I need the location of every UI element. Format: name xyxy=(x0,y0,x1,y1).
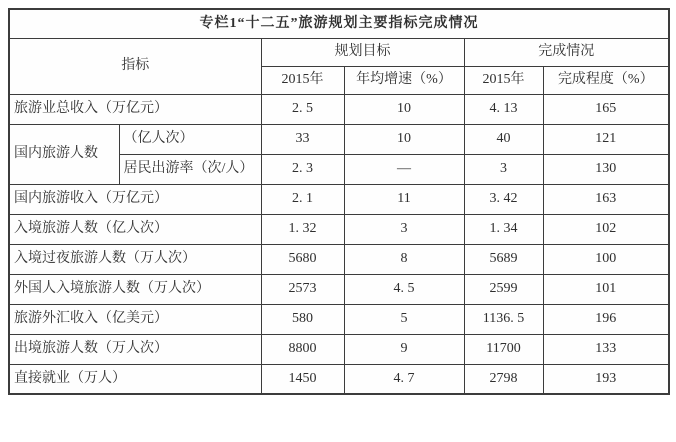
header-row-groups xyxy=(9,38,669,66)
cell-completion-year: 5689 xyxy=(464,244,543,274)
table-row xyxy=(9,124,669,154)
cell-plan-growth: 9 xyxy=(344,334,464,364)
header-indicator: 指标 xyxy=(9,38,261,94)
row-sub-label: 居民出游率（次/人） xyxy=(119,154,261,184)
cell-completion-year: 1136. 5 xyxy=(464,304,543,334)
cell-plan-year: 8800 xyxy=(261,334,344,364)
cell-completion-degree: 101 xyxy=(543,274,669,304)
header-plan-year: 2015年 xyxy=(261,66,344,94)
row-indicator: 入境旅游人数（亿人次） xyxy=(9,214,261,244)
cell-completion-degree: 193 xyxy=(543,364,669,394)
cell-plan-growth: 10 xyxy=(344,94,464,124)
cell-completion-degree: 133 xyxy=(543,334,669,364)
cell-plan-year: 5680 xyxy=(261,244,344,274)
cell-completion-year: 3. 42 xyxy=(464,184,543,214)
cell-plan-year: 33 xyxy=(261,124,344,154)
cell-completion-degree: 165 xyxy=(543,94,669,124)
header-plan-growth: 年均增速（%） xyxy=(344,66,464,94)
cell-plan-year: 1450 xyxy=(261,364,344,394)
cell-completion-degree: 163 xyxy=(543,184,669,214)
table-row xyxy=(9,274,669,304)
cell-completion-degree: 121 xyxy=(543,124,669,154)
table-row xyxy=(9,364,669,394)
cell-plan-growth: 10 xyxy=(344,124,464,154)
cell-plan-growth: — xyxy=(344,154,464,184)
table-row xyxy=(9,214,669,244)
cell-completion-year: 2798 xyxy=(464,364,543,394)
row-indicator: 旅游业总收入（万亿元） xyxy=(9,94,261,124)
cell-completion-year: 1. 34 xyxy=(464,214,543,244)
table-row xyxy=(9,304,669,334)
row-indicator: 外国人入境旅游人数（万人次） xyxy=(9,274,261,304)
table-title-row xyxy=(9,9,669,38)
row-sub-label: （亿人次） xyxy=(119,124,261,154)
row-indicator: 出境旅游人数（万人次） xyxy=(9,334,261,364)
indicators-table xyxy=(8,8,670,395)
cell-plan-year: 1. 32 xyxy=(261,214,344,244)
cell-completion-year: 3 xyxy=(464,154,543,184)
cell-plan-year: 580 xyxy=(261,304,344,334)
cell-completion-year: 40 xyxy=(464,124,543,154)
row-indicator: 直接就业（万人） xyxy=(9,364,261,394)
header-completion-degree: 完成程度（%） xyxy=(543,66,669,94)
table-row xyxy=(9,94,669,124)
cell-plan-year: 2. 3 xyxy=(261,154,344,184)
cell-plan-growth: 11 xyxy=(344,184,464,214)
cell-plan-growth: 3 xyxy=(344,214,464,244)
row-indicator: 旅游外汇收入（亿美元） xyxy=(9,304,261,334)
table-title: 专栏1“十二五”旅游规划主要指标完成情况 xyxy=(9,9,669,38)
cell-completion-degree: 100 xyxy=(543,244,669,274)
table-row xyxy=(9,184,669,214)
header-completion-group: 完成情况 xyxy=(464,38,669,66)
cell-completion-degree: 102 xyxy=(543,214,669,244)
header-plan-group: 规划目标 xyxy=(261,38,464,66)
row-indicator: 国内旅游收入（万亿元） xyxy=(9,184,261,214)
cell-plan-growth: 8 xyxy=(344,244,464,274)
row-indicator-group: 国内旅游人数 xyxy=(9,124,119,184)
cell-completion-year: 4. 13 xyxy=(464,94,543,124)
cell-plan-year: 2. 1 xyxy=(261,184,344,214)
cell-plan-growth: 4. 5 xyxy=(344,274,464,304)
cell-completion-year: 2599 xyxy=(464,274,543,304)
cell-completion-degree: 130 xyxy=(543,154,669,184)
cell-plan-growth: 4. 7 xyxy=(344,364,464,394)
header-completion-year: 2015年 xyxy=(464,66,543,94)
table-row xyxy=(9,334,669,364)
cell-plan-year: 2. 5 xyxy=(261,94,344,124)
cell-completion-year: 11700 xyxy=(464,334,543,364)
row-indicator: 入境过夜旅游人数（万人次） xyxy=(9,244,261,274)
table-row xyxy=(9,244,669,274)
cell-completion-degree: 196 xyxy=(543,304,669,334)
cell-plan-growth: 5 xyxy=(344,304,464,334)
cell-plan-year: 2573 xyxy=(261,274,344,304)
